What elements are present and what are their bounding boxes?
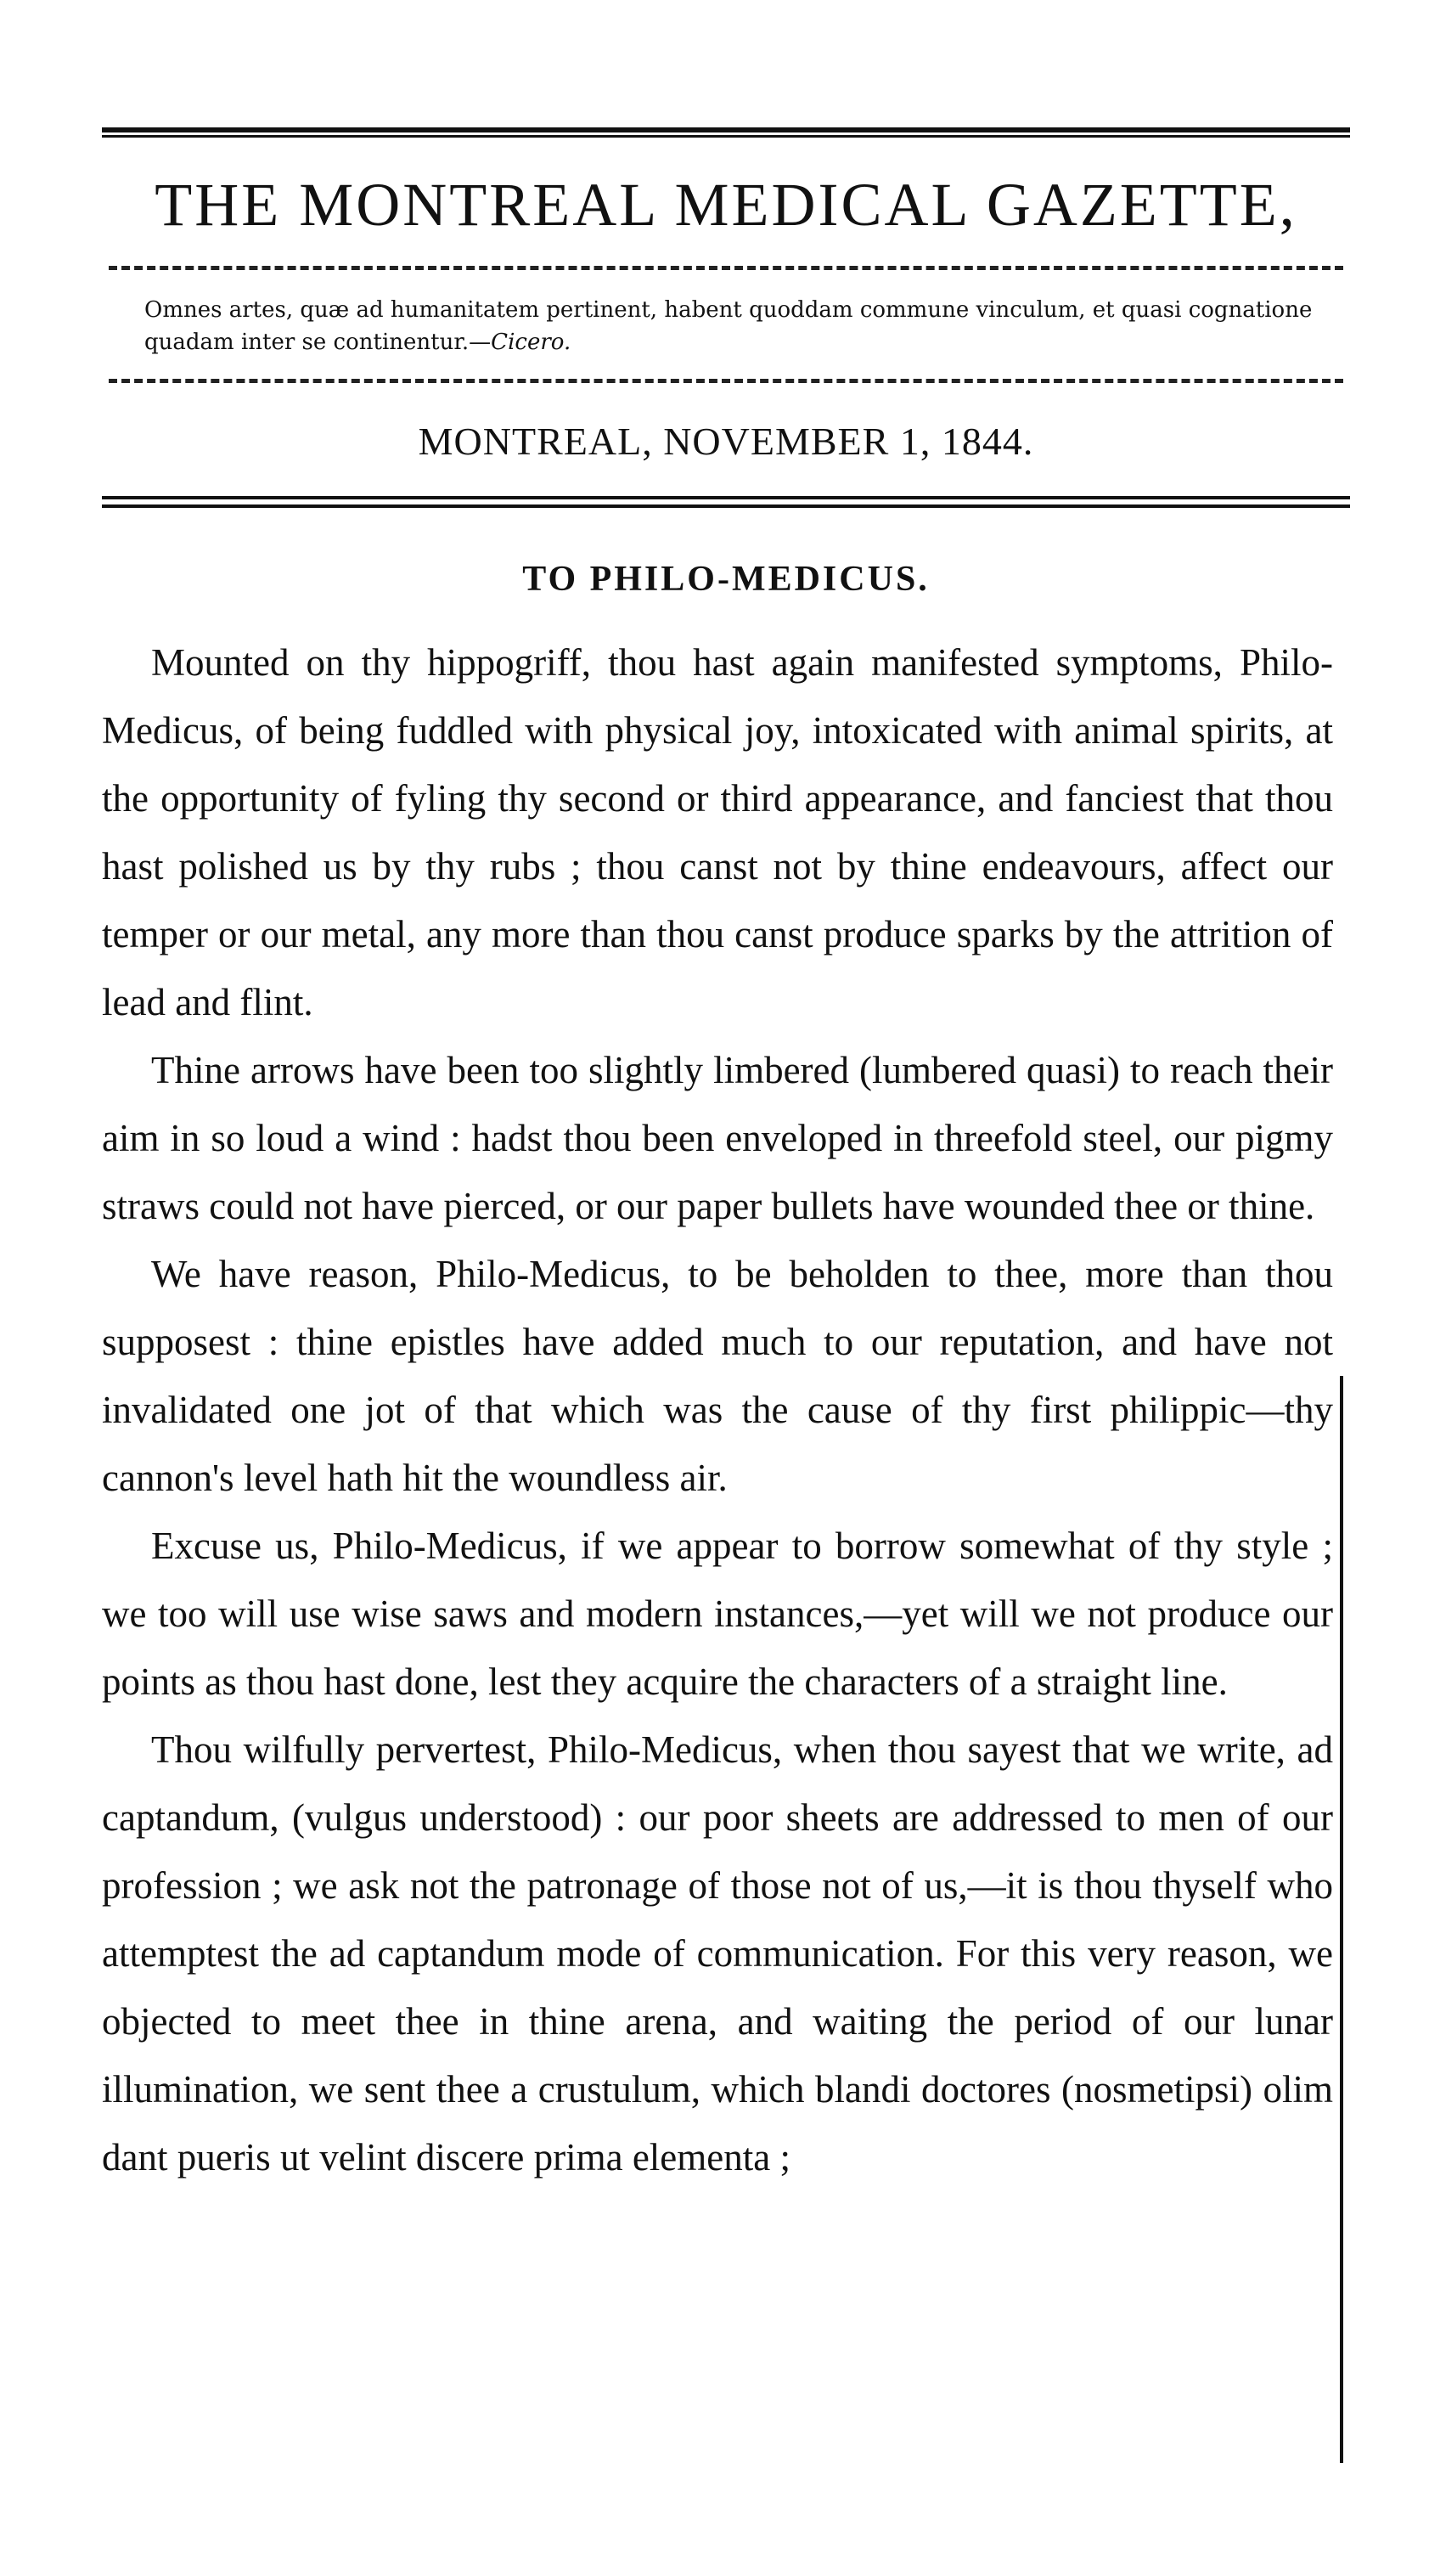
masthead-title: THE MONTREAL MEDICAL GAZETTE, [155,171,1297,239]
gazette-page [102,127,1350,2191]
article-paragraph: Thine arrows have been too slightly limbered (lumbered quasi) to reach their aim in so loud a wind : hadst thou been enveloped in threefold steel, our pigmy straws could not have pierced, or our paper bullets have wounded thee or thine. [102,1049,1333,1227]
article-title: TO PHILO-MEDICUS. [522,560,930,599]
masthead-motto [144,294,1342,358]
article-paragraph: Excuse us, Philo-Medicus, if we appear to borrow somewhat of thy style ; we too will use wise saws and modern instances,—yet will we not produce our points as thou hast done, lest they acquire the characters of a straight line. [102,1525,1333,1703]
dateline: MONTREAL, NOVEMBER 1, 1844. [418,420,1034,463]
article-paragraph: We have reason, Philo-Medicus, to be beholden to thee, more than thou supposest : thine epistles have added much to our reputation, and have not invalidated one jot of that which was the cause of thy first philippic—thy cannon's level hath hit the woundless air. [102,1253,1333,1499]
binding-edge-line [1340,1376,1343,2463]
masthead-divider [109,266,1343,270]
article-paragraph: Thou wilfully pervertest, Philo-Medicus, when thou sayest that we write, ad captandum, (vulgus understood) : our poor sheets are addressed to men of our profession ; we ask not the patronage of those not of us,—it is thou thyself who attemptest the ad captandum mode of communication. For this very reason, we objected to meet thee in thine arena, and waiting the period of our lunar illumination, we sent thee a crustulum, which blandi doctores (nosmetipsi) olim dant pueris ut velint discere prima elementa ; [102,1728,1333,2179]
dateline-rule [102,496,1350,508]
article-paragraph: Mounted on thy hippogriff, thou hast again manifested symptoms, Philo-Medicus, of being fuddled with physical joy, intoxicated with animal spirits, at the opportunity of fyling thy second or third appearance, and fanciest that thou hast polished us by thy rubs ; thou canst not by thine endeavours, affect our temper or our metal, any more than thou canst produce sparks by the attrition of lead and flint. [102,641,1333,1023]
motto-author: Cicero. [491,330,571,355]
motto-text: Omnes artes, quæ ad humanitatem pertinent, habent quoddam commune vinculum, et quasi cognatione quadam inter se continentur.— [144,297,1313,355]
top-rule [102,127,1350,138]
motto-divider [109,379,1343,383]
